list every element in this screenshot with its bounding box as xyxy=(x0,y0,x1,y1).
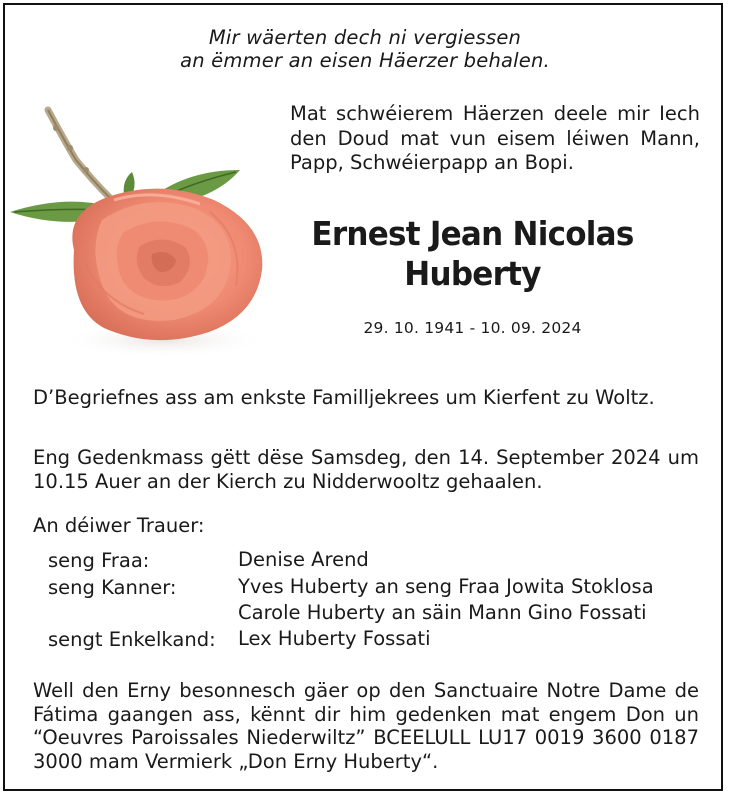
deceased-first-names: Ernest Jean Nicolas xyxy=(311,214,634,253)
deceased-surname: Huberty xyxy=(404,254,541,293)
relation-label: seng Fraa: xyxy=(48,549,150,572)
relation-label: seng Kanner: xyxy=(48,576,177,599)
mourner-row-grandchild xyxy=(48,626,654,653)
mourner-name: Lex Huberty Fossati xyxy=(238,627,431,650)
relation-label: sengt Enkelkand: xyxy=(48,628,216,651)
motto-line-1: Mir wäerten dech ni vergiessen xyxy=(208,26,522,49)
mourner-row-children xyxy=(48,574,654,626)
life-dates: 29. 10. 1941 - 10. 09. 2024 xyxy=(363,319,582,337)
mourner-row-wife xyxy=(48,547,654,574)
mourning-heading: An déiwer Trauer: xyxy=(33,514,205,537)
memorial-motto xyxy=(0,26,730,72)
motto-line-2: an ëmmer an eisen Häerzer behalen. xyxy=(180,49,550,72)
donation-paragraph: Well den Erny besonnesch gäer op den Sanctuaire Notre Dame de Fátima gaangen ass, kënnt dir him gedenken mat engem Don un “Oeuvres Paroissales Niederwiltz” BCEELULL LU17 0019 3600 0187 3000 mam Vermierk „Don Erny Huberty“. xyxy=(33,679,699,773)
rose-illustration xyxy=(4,100,274,370)
announcement-intro: Mat schwéierem Häerzen deele mir Iech den Doud mat vun eisem léiwen Mann, Papp, Schwéierpapp an Bopi. xyxy=(290,102,700,174)
mourners-list xyxy=(48,547,654,653)
deceased-name xyxy=(282,214,663,294)
burial-paragraph: D’Begriefnes ass am enkste Familljekrees um Kierfent zu Woltz. xyxy=(33,386,655,409)
mourner-name: Denise Arend xyxy=(238,548,369,571)
memorial-mass-paragraph: Eng Gedenkmass gëtt dëse Samsdeg, den 14. September 2024 um 10.15 Auer an der Kierch zu Nidderwooltz gehaalen. xyxy=(33,446,699,493)
mourner-name: Yves Huberty an seng Fraa Jowita Stoklosa xyxy=(238,575,654,598)
mourner-name: Carole Huberty an säin Mann Gino Fossati xyxy=(238,601,647,624)
